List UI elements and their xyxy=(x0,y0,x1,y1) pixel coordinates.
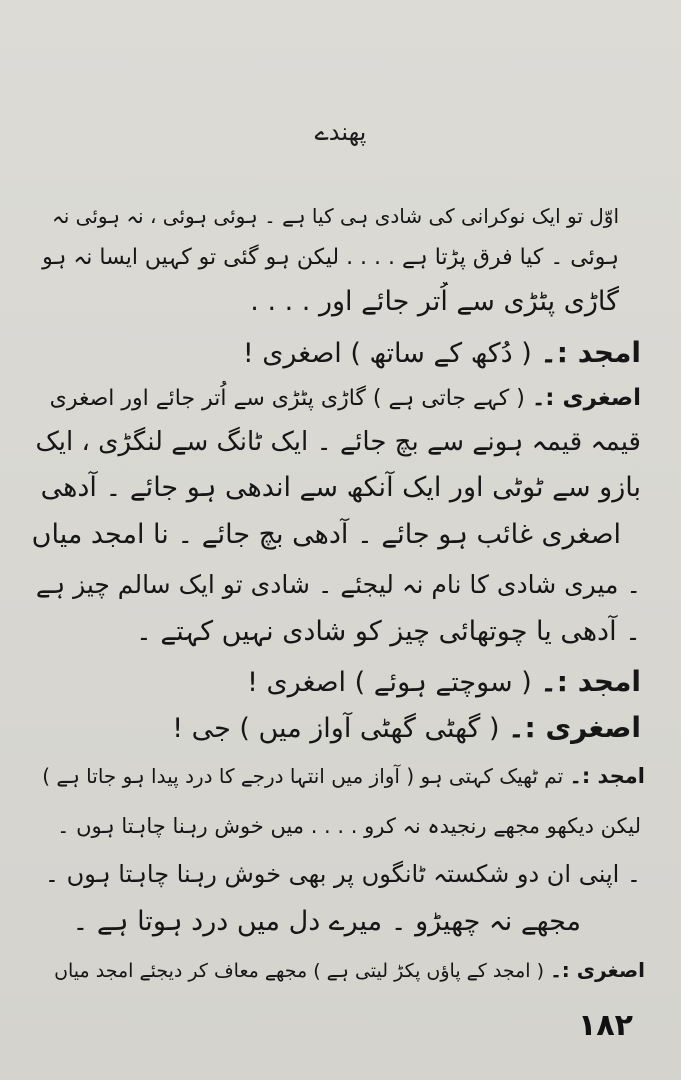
line-text: ۔ میری شادی کا نام نہ لیجئے ۔ شادی تو ایک سالم چیز ہے xyxy=(35,570,641,599)
line-text: مجھے نہ چھیڑو ۔ میرے دل میں درد ہوتا ہے ۔ xyxy=(72,906,581,937)
speaker-name: اصغری :۔ xyxy=(531,385,641,411)
text-line-7 xyxy=(30,468,641,508)
dialogue-line-17 xyxy=(30,950,645,990)
line-text: گاڑی پٹڑی سے اُتر جائے اور . . . . xyxy=(250,286,619,317)
text-line-2 xyxy=(30,238,619,278)
text-line-14 xyxy=(30,806,641,846)
line-text: ( سوچتے ہوئے ) اصغری ! xyxy=(247,667,532,698)
dialogue-line-5 xyxy=(30,378,641,418)
speaker-name: امجد :۔ xyxy=(540,336,641,369)
line-text: ۔ آدھی یا چوتھائی چیز کو شادی نہیں کہتے ۔ xyxy=(136,616,641,647)
running-header: پھندے xyxy=(314,118,367,146)
text-line-15 xyxy=(30,854,641,894)
text-line-6 xyxy=(30,422,641,462)
dialogue-line-4 xyxy=(30,333,641,373)
line-text: بازو سے ٹوٹی اور ایک آنکھ سے اندھی ہو جائے ۔ آدھی xyxy=(40,472,641,503)
text-line-9 xyxy=(30,565,641,605)
dialogue-line-12 xyxy=(30,708,641,748)
line-text: ( گھٹی گھٹی آواز میں ) جی ! xyxy=(172,713,500,744)
speaker-name: امجد :۔ xyxy=(569,764,645,788)
text-line-8 xyxy=(30,515,621,555)
speaker-name: اصغری :۔ xyxy=(508,711,641,744)
line-text: لیکن دیکھو مجھے رنجیدہ نہ کرو . . . . میں خوش رہنا چاہتا ہوں ۔ xyxy=(57,814,641,838)
line-text: ہوئی ۔ کیا فرق پڑتا ہے . . . . لیکن ہو گئی تو کہیں ایسا نہ ہو xyxy=(42,245,619,270)
line-text: ( امجد کے پاؤں پکڑ لیتی ہے ) مجھے معاف کر دیجئے امجد میاں xyxy=(54,960,545,982)
speaker-name: اصغری :۔ xyxy=(550,958,645,982)
text-line-1 xyxy=(30,196,619,236)
speaker-name: امجد :۔ xyxy=(540,665,641,698)
line-text: قیمہ قیمہ ہونے سے بچ جائے ۔ ایک ٹانگ سے لنگڑی ، ایک xyxy=(35,427,641,457)
line-text: ( کہے جاتی ہے ) گاڑی پٹڑی سے اُتر جائے اور اصغری xyxy=(49,386,525,411)
line-text: تم ٹھیک کہتی ہو ( آواز میں انتہا درجے کا درد پیدا ہو جاتا ہے ) xyxy=(42,764,564,788)
dialogue-line-13 xyxy=(30,756,645,796)
line-text: اصغری غائب ہو جائے ۔ آدھی بچ جائے ۔ نا امجد میاں xyxy=(31,519,621,550)
text-line-3 xyxy=(30,282,619,322)
page-number: ۱۸۲ xyxy=(578,1008,633,1043)
dialogue-line-11 xyxy=(30,662,641,702)
line-text: ( دُکھ کے ساتھ ) اصغری ! xyxy=(242,338,532,369)
text-line-10 xyxy=(30,612,641,652)
line-text: اوّل تو ایک نوکرانی کی شادی ہی کیا ہے ۔ ہوئی ہوئی ، نہ ہوئی نہ xyxy=(52,204,619,228)
text-line-16 xyxy=(30,902,581,942)
line-text: ۔ اپنی ان دو شکستہ ٹانگوں پر بھی خوش رہنا چاہتا ہوں ۔ xyxy=(44,860,641,888)
